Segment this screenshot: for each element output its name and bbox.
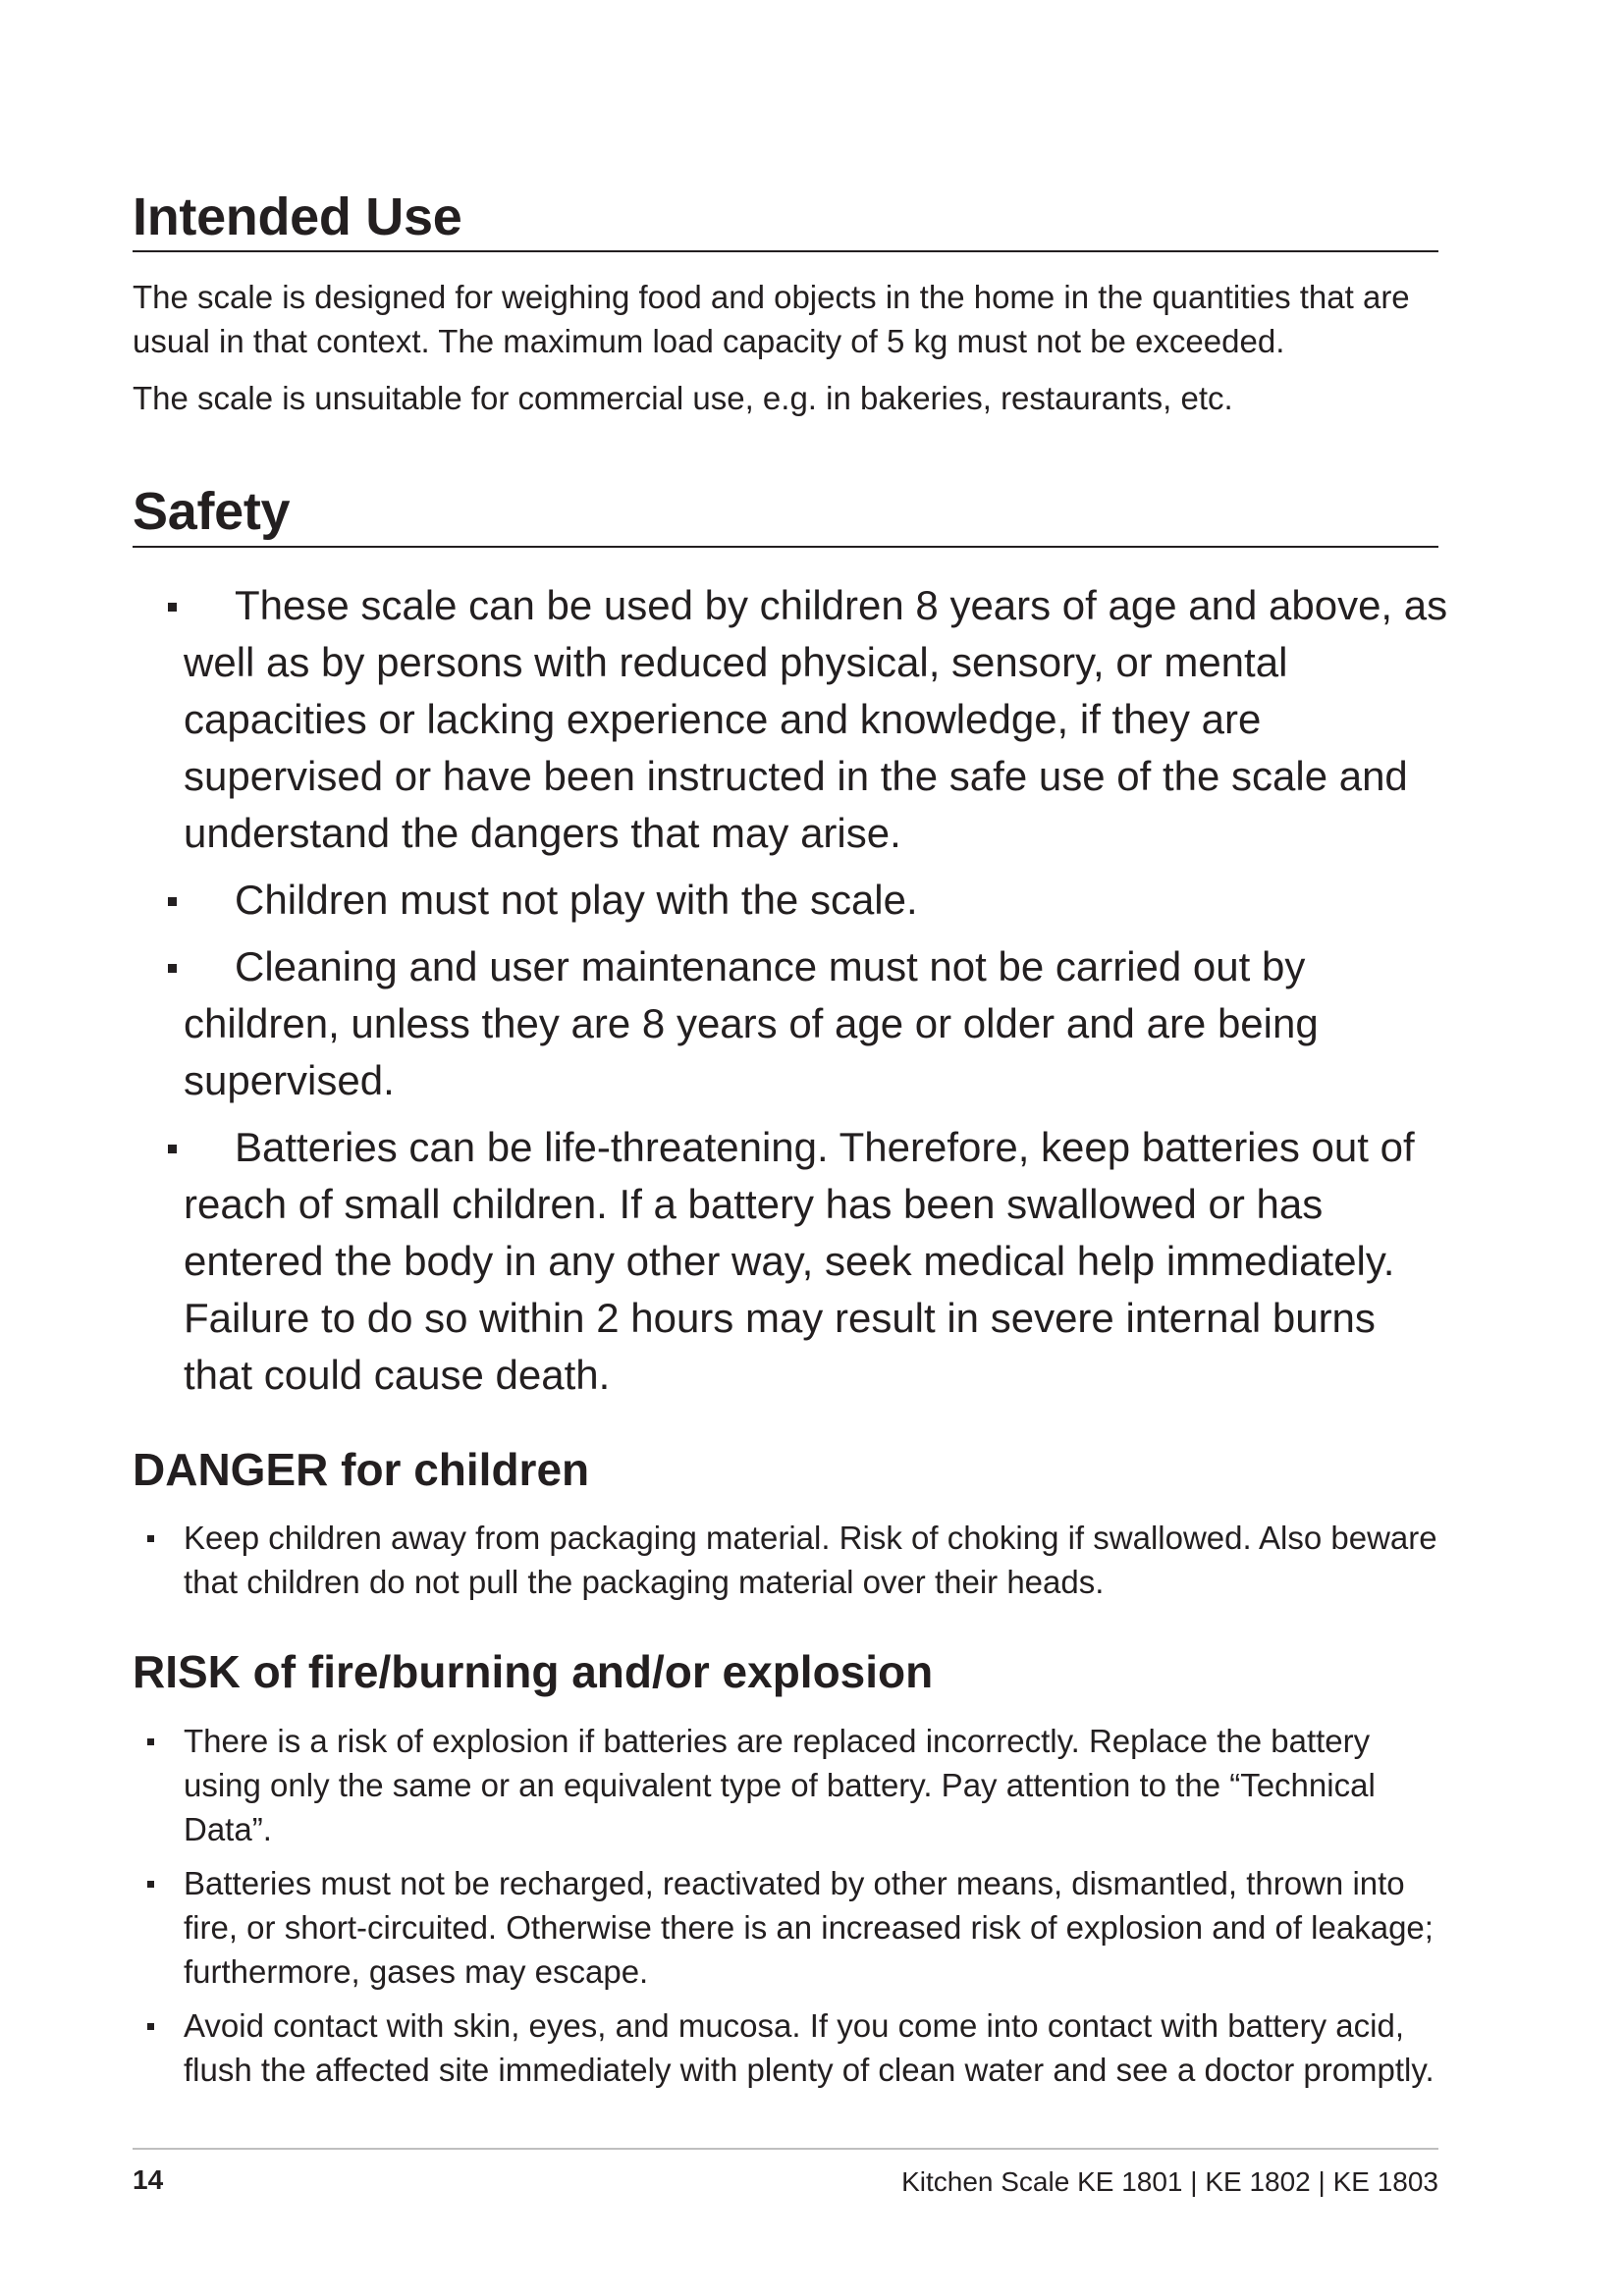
risk-item-text: There is a risk of explosion if batteries are replaced incorrectly. Replace the battery using only the same or an equivalent type of battery. Pay attention to the “Technical Data”. [184,1723,1376,1847]
safety-heading: Safety [133,482,291,541]
danger-children-list [133,1516,1438,1614]
safety-item-text: Batteries can be life-threatening. Therefore, keep batteries out of reach of small children. If a battery has been swallowed or has entered the body in any other way, seek medical help immediately. Failure to do so within 2 hours may result in severe internal burns that could cause death. [184,1124,1415,1398]
square-bullet-icon [168,1145,177,1153]
safety-divider [133,546,1438,548]
intended-use-paragraph: The scale is designed for weighing food and objects in the home in the quantities that are usual in that context. The maximum load capacity of 5 kg must not be exceeded. [133,279,1410,359]
square-bullet-icon [147,1535,154,1542]
intended-use-heading: Intended Use [133,187,462,246]
risk-fire-heading: RISK of fire/burning and/or explosion [133,1646,934,1697]
risk-item-text: Batteries must not be recharged, reactivated by other means, dismantled, thrown into fire, or short-circuited. Otherwise there is an increased risk of explosion and of leakage; furthermore, gases may escape. [184,1865,1434,1990]
square-bullet-icon [168,897,177,906]
safety-item-text: These scale can be used by children 8 years of age and above, as well as by persons with reduced physical, sensory, or mental capacities or lacking experience and knowledge, if they are supervised or have been instructed in the safe use of the scale and understand the dangers that may arise. [184,582,1448,856]
square-bullet-icon [147,1738,154,1745]
safety-item-text: Children must not play with the scale. [235,877,918,923]
danger-children-heading: DANGER for children [133,1444,590,1495]
risk-fire-list [133,1719,1438,2102]
intended-use-paragraph: The scale is unsuitable for commercial use, e.g. in bakeries, restaurants, etc. [133,380,1233,416]
footer-divider [133,2148,1438,2150]
square-bullet-icon [147,1881,154,1888]
safety-list-item [133,1119,1448,1404]
safety-item-text: Cleaning and user maintenance must not be carried out by children, unless they are 8 years of age or older and are being supervised. [184,943,1319,1103]
square-bullet-icon [168,964,177,973]
safety-list [133,577,1448,1414]
risk-list-item [133,2003,1438,2092]
risk-list-item [133,1861,1438,1994]
risk-item-text: Avoid contact with skin, eyes, and mucosa. If you come into contact with battery acid, flush the affected site immediately with plenty of clean water and see a doctor promptly. [184,2007,1435,2088]
danger-item-text: Keep children away from packaging material. Risk of choking if swallowed. Also beware that children do not pull the packaging material over their heads. [184,1520,1437,1600]
square-bullet-icon [168,603,177,612]
safety-list-item [133,938,1448,1109]
page-number: 14 [133,2164,164,2195]
safety-list-item [133,872,1448,929]
safety-list-item [133,577,1448,862]
footer-title: Kitchen Scale KE 1801 | KE 1802 | KE 1803 [901,2166,1438,2197]
danger-list-item [133,1516,1438,1604]
square-bullet-icon [147,2023,154,2030]
risk-list-item [133,1719,1438,1851]
intended-use-divider [133,250,1438,252]
